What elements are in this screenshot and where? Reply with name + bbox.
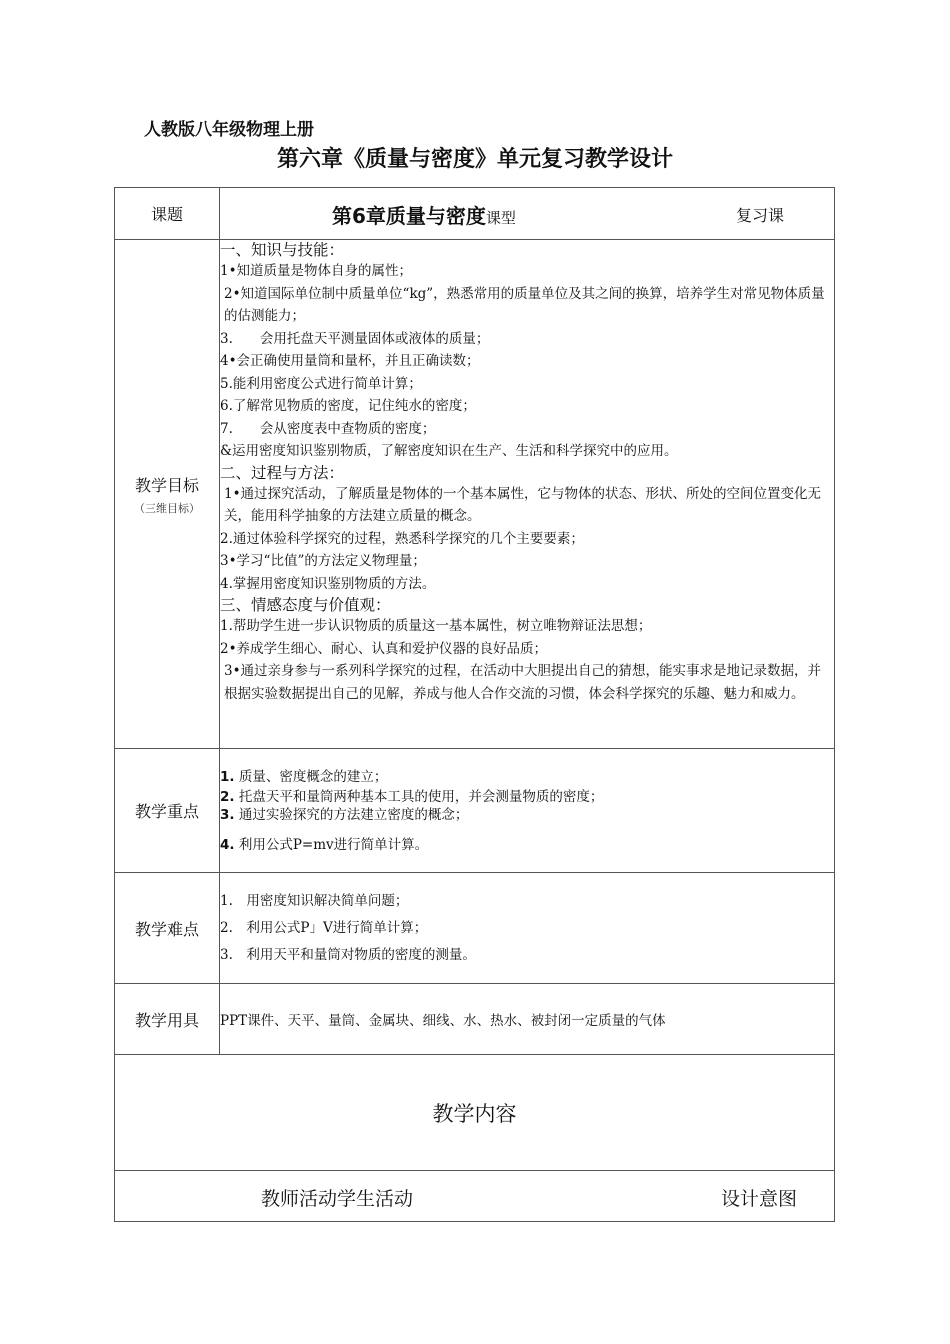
content-heading xyxy=(115,1055,835,1171)
key-point-text: 通过实验探究的方法建立密度的概念； xyxy=(238,806,469,823)
topic-row xyxy=(115,188,835,240)
key-point-item xyxy=(220,788,834,806)
content-heading-text: 教学内容 xyxy=(432,1101,517,1126)
key-point-item xyxy=(220,766,834,788)
key-point-num: 3. xyxy=(220,806,235,823)
key-points-label xyxy=(115,749,220,873)
tools-content xyxy=(220,984,835,1055)
objectives-content xyxy=(220,240,835,749)
activity-left-header: 教师活动学生活动 xyxy=(261,1188,414,1210)
content-heading-row xyxy=(115,1055,835,1171)
lesson-plan-table xyxy=(114,187,835,1222)
topic-label xyxy=(115,188,220,240)
objective-item: 2•养成学生细心、耐心、认真和爱护仪器的良好品质； xyxy=(220,640,548,657)
objective-item: 1•通过探究活动，了解质量是物体的一个基本属性，它与物体的状态、形状、所处的空间位置变化无关，能用科学抽象的方法建立质量的概念。 xyxy=(224,485,822,524)
tools-label-text: 教学用具 xyxy=(134,1010,199,1030)
objective-item: 7. 会从密度表中查物质的密度； xyxy=(220,420,436,437)
key-point-num: 2. xyxy=(220,788,235,805)
objectives-label-text: 教学目标 xyxy=(134,475,199,495)
difficulty-item: 2. 利用公式P」V进行简单计算； xyxy=(220,919,428,936)
key-point-num: 1. xyxy=(220,768,235,785)
objectives-section-heading: 二、过程与方法： xyxy=(220,463,345,482)
objective-item: 1•知道质量是物体自身的属性； xyxy=(220,263,413,279)
topic-name-text: 第6章质量与密度 xyxy=(332,204,486,228)
difficulties-row xyxy=(115,873,835,984)
lesson-type-value: 复习课 xyxy=(736,206,785,225)
objective-item: 3•学习“比值”的方法定义物理量； xyxy=(220,553,426,569)
objective-item: 1.帮助学生进一步认识物质的质量这一基本属性，树立唯物辩证法思想； xyxy=(220,618,652,634)
objectives-label xyxy=(115,240,220,749)
objective-item: 6.了解常见物质的密度，记住纯水的密度； xyxy=(220,398,476,414)
difficulty-item: 1. 用密度知识解决简单问题； xyxy=(220,892,409,909)
difficulties-label-text: 教学难点 xyxy=(134,919,199,939)
key-points-label-text: 教学重点 xyxy=(134,802,199,821)
objective-item: &运用密度知识鉴别物质，了解密度知识在生产、生活和科学探究中的应用。 xyxy=(220,443,678,459)
lesson-type-label: 课型 xyxy=(485,209,516,227)
tools-text: PPT课件、天平、量筒、金属块、细线、水、热水、被封闭一定质量的气体 xyxy=(220,1013,666,1029)
topic-label-text: 课题 xyxy=(150,205,183,224)
key-point-text: 利用公式P=mv进行简单计算。 xyxy=(238,836,429,853)
difficulties-label xyxy=(115,873,220,984)
key-point-item xyxy=(220,834,834,856)
objectives-section-heading: 三、情感态度与价值观： xyxy=(220,596,391,614)
key-point-text: 质量、密度概念的建立； xyxy=(238,768,388,785)
objectives-row xyxy=(115,240,835,749)
activity-header-row xyxy=(115,1171,835,1222)
doc-subtitle: 人教版八年级物理上册 xyxy=(144,120,314,140)
key-points-row xyxy=(115,749,835,873)
key-point-num: 4. xyxy=(220,836,235,853)
objective-item: 3. 会用托盘天平测量固体或液体的质量； xyxy=(220,330,490,347)
difficulties-content xyxy=(220,873,835,984)
key-points-content xyxy=(220,749,835,873)
doc-title: 第六章《质量与密度》单元复习教学设计 xyxy=(276,147,673,172)
objective-item: 4.掌握用密度知识鉴别物质的方法。 xyxy=(220,575,436,592)
difficulty-item: 3. 利用天平和量筒对物质的密度的测量。 xyxy=(220,946,476,963)
objective-item: 2.通过体验科学探究的过程，熟悉科学探究的几个主要要素； xyxy=(220,530,584,547)
objectives-section-heading: 一、知识与技能： xyxy=(220,241,345,259)
objectives-sublabel: （三维目标） xyxy=(134,501,200,515)
tools-label xyxy=(115,984,220,1055)
objective-item: 3•通过亲身参与一系列科学探究的过程，在活动中大胆提出自己的猜想，能实事求是地记录数据，并根据实验数据提出自己的见解，养成与他人合作交流的习惯，体会科学探究的乐趣、魅力和威力。 xyxy=(224,663,822,702)
activity-right-header: 设计意图 xyxy=(721,1188,798,1210)
objective-item: 4•会正确使用量筒和量杯，并且正确读数； xyxy=(220,353,480,369)
topic-name xyxy=(332,200,516,229)
tools-row xyxy=(115,984,835,1055)
key-point-text: 托盘天平和量筒两种基本工具的使用，并会测量物质的密度； xyxy=(238,788,604,805)
objective-item: 2•知道国际单位制中质量单位“kg”，熟悉常用的质量单位及其之间的换算，培养学生对常见物体质量的估测能力； xyxy=(224,285,825,324)
key-point-item xyxy=(220,806,834,824)
topic-cell xyxy=(220,188,835,240)
activity-header-cell xyxy=(115,1171,835,1222)
objective-item: 5.能利用密度公式进行简单计算； xyxy=(220,375,422,392)
